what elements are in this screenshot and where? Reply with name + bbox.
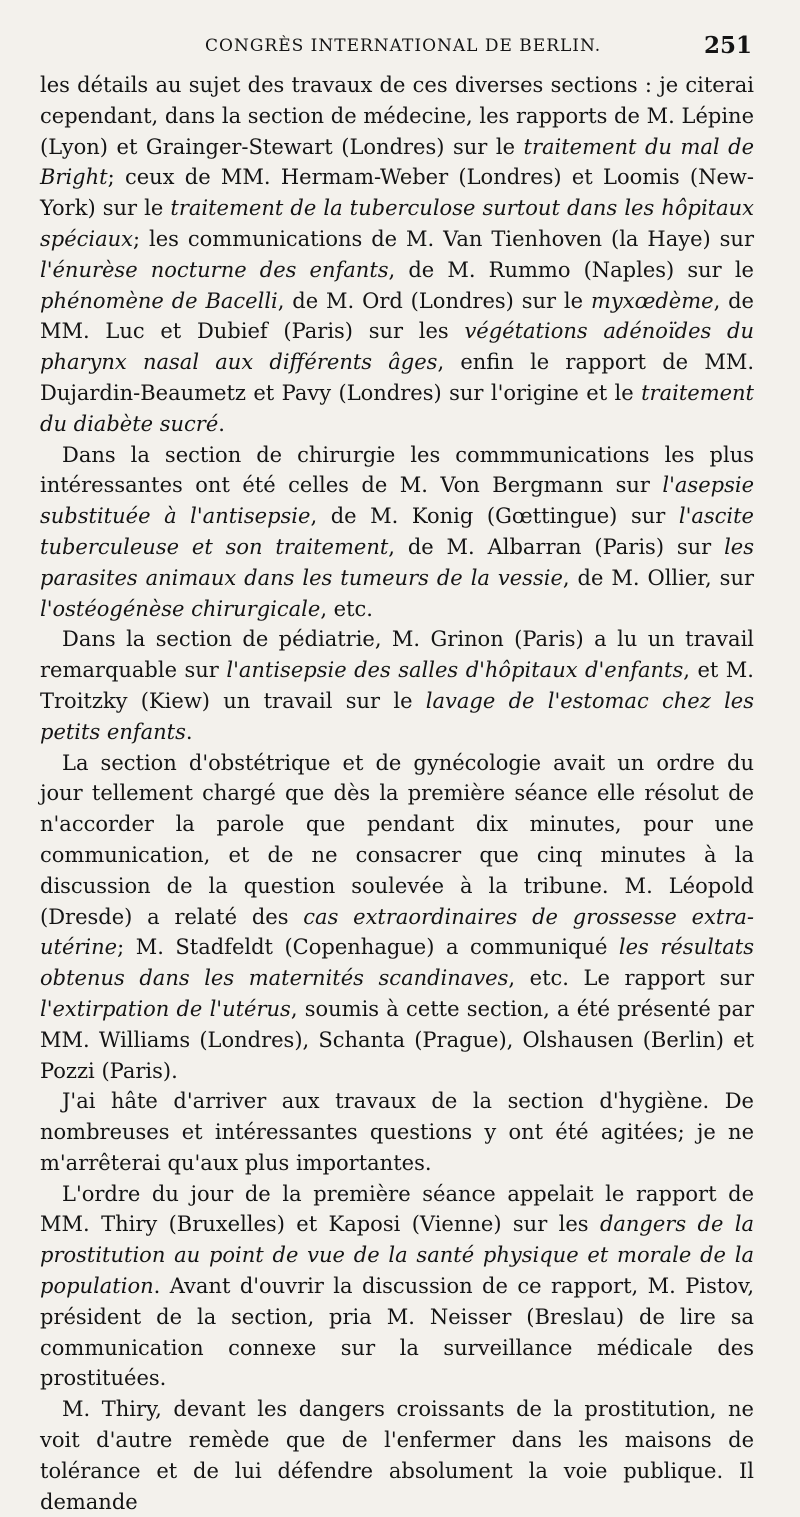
paragraph xyxy=(40,1179,754,1395)
italic-title-text: traitement du mal de Bright xyxy=(40,134,754,190)
text-run: ; les communications de M. Van Tienhoven (la Haye) sur xyxy=(133,226,754,251)
italic-title-text: lavage de l'estomac chez les petits enfants xyxy=(40,688,754,744)
paragraph xyxy=(40,70,754,440)
text-run: ; M. Stadfeldt (Copenhague) a communiqué xyxy=(117,935,619,960)
page-number: 251 xyxy=(703,32,752,59)
text-run: , de MM. Luc et Dubief (Paris) sur les xyxy=(40,288,754,344)
paragraph xyxy=(40,1086,754,1178)
text-run: M. Thiry, devant les dangers croissants de la prostitution, ne voit d'autre remède que de l'enfermer dans les maisons de tolérance et de lui défendre absolument la voie publique. Il demande xyxy=(40,1397,754,1514)
text-run: . Avant d'ouvrir la discussion de ce rapport, M. Pistov, président de la section, pria M. Neisser (Breslau) de lire sa communication connexe sur la surveillance médicale des prostituées. xyxy=(40,1274,754,1391)
text-run: les détails au sujet des travaux de ces diverses sections : je citerai cependant, dans la section de médecine, les rapports de M. Lépine (Lyon) et Grainger-Stewart (Londres) sur le xyxy=(40,73,754,159)
italic-title-text: phénomène de Bacelli xyxy=(40,288,278,313)
paragraph xyxy=(40,1394,754,1517)
text-run: , enfin le rapport de MM. Dujardin-Beaumetz et Pavy (Londres) sur l'origine et le xyxy=(40,350,755,405)
italic-title-text: végétations adénoïdes du pharynx nasal aux différents âges xyxy=(40,319,754,375)
page-header xyxy=(40,30,754,70)
paragraph xyxy=(40,624,754,747)
italic-title-text: les résultats obtenus dans les maternités scandinaves xyxy=(40,935,754,991)
text-run: Dans la section de chirurgie les commmunications les plus intéressantes ont été celles de M. Von Bergmann sur xyxy=(40,442,754,498)
text-run: , de M. Rummo (Naples) sur le xyxy=(388,257,754,282)
italic-title-text: traitement du diabète sucré xyxy=(40,380,754,436)
paragraph xyxy=(40,748,754,1087)
body-text xyxy=(40,70,754,1517)
italic-title-text: l'antisepsie des salles d'hôpitaux d'enfants xyxy=(226,658,684,683)
text-run: Dans la section de pédiatrie, M. Grinon (Paris) a lu un travail remarquable sur xyxy=(40,627,754,683)
text-run: ; ceux de MM. Hermam-Weber (Londres) et Loomis (New-York) sur le xyxy=(40,165,754,221)
text-run: , de M. Ollier, sur xyxy=(562,565,755,590)
italic-title-text: l'extirpation de l'utérus xyxy=(40,996,291,1021)
text-run: J'ai hâte d'arriver aux travaux de la section d'hygiène. De nombreuses et intéressantes questions y ont été agitées; je ne m'arrêterai qu'aux plus importantes. xyxy=(40,1089,754,1175)
italic-title-text: l'ascite tuberculeuse et son traitement xyxy=(40,504,754,559)
text-run: , de M. Albarran (Paris) sur xyxy=(388,534,725,559)
italic-title-text: traitement de la tuberculose surtout dans les hôpitaux spéciaux xyxy=(40,196,754,251)
italic-title-text: les parasites animaux dans les tumeurs de la vessie xyxy=(40,534,754,590)
text-run: . xyxy=(218,411,225,436)
italic-title-text: l'asepsie substituée à l'antisepsie xyxy=(40,473,754,529)
text-run: , de M. Konig (Gœttingue) sur xyxy=(310,504,679,529)
text-run: , etc. xyxy=(320,596,373,621)
italic-title-text: dangers de la prostitution au point de vue de la santé physique et morale de la population xyxy=(40,1212,754,1299)
text-run: , et M. Troitzky (Kiew) un travail sur le xyxy=(40,658,754,713)
italic-title-text: myxœdème xyxy=(590,288,714,313)
running-title: CONGRÈS INTERNATIONAL DE BERLIN. xyxy=(205,36,602,56)
paragraph xyxy=(40,440,754,625)
italic-title-text: cas extraordinaires de grossesse extra-utérine xyxy=(40,904,754,960)
text-run: , soumis à cette section, a été présenté par MM. Williams (Londres), Schanta (Prague), Olshausen (Berlin) et Pozzi (Paris). xyxy=(40,996,755,1083)
text-run: , de M. Ord (Londres) sur le xyxy=(277,288,591,313)
italic-title-text: l'énurèse nocturne des enfants xyxy=(40,257,389,282)
text-run: . xyxy=(185,719,193,744)
text-run: L'ordre du jour de la première séance appelait le rapport de MM. Thiry (Bruxelles) et Kaposi (Vienne) sur les xyxy=(40,1181,754,1237)
text-run: La section d'obstétrique et de gynécologie avait un ordre du jour tellement chargé que dès la première séance elle résolut de n'accorder la parole que pendant dix minutes, pour une communication, et de ne consacrer que cinq minutes à la discussion de la question soulevée à la tribune. M. Léopold (Dresde) a relaté des xyxy=(40,750,754,929)
text-run: , etc. Le rapport sur xyxy=(508,966,754,991)
italic-title-text: l'ostéogénèse chirurgicale xyxy=(40,596,321,621)
